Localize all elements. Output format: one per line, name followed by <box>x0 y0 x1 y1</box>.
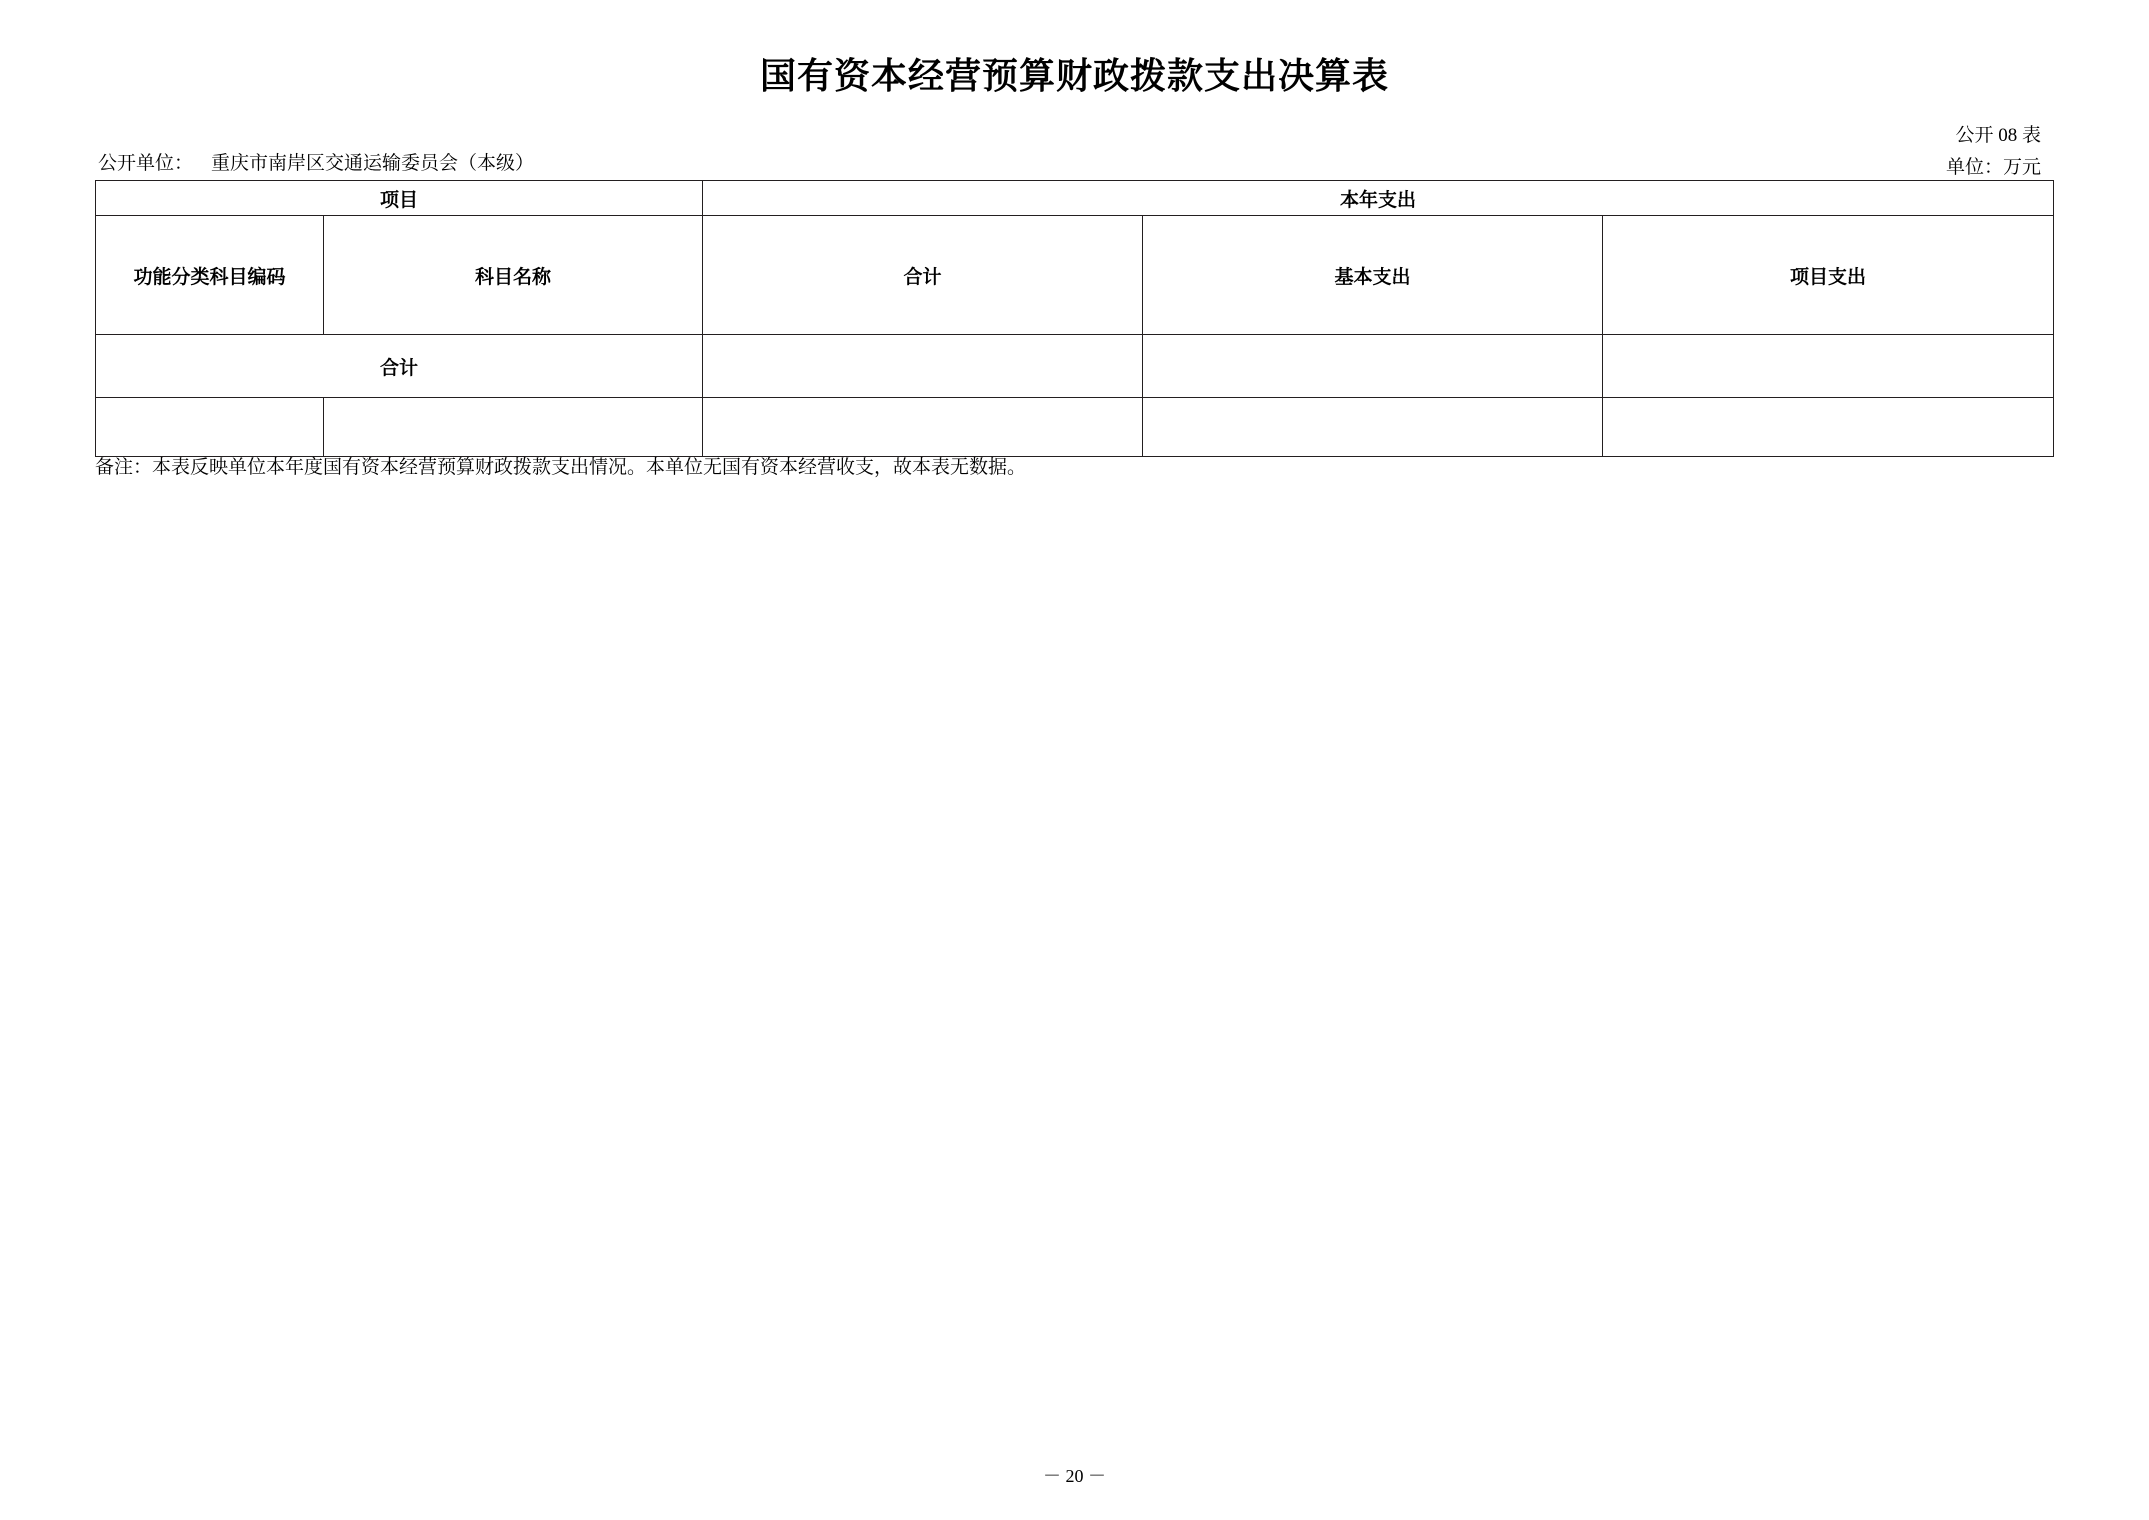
row-empty-project <box>1603 398 2054 457</box>
table-row <box>96 398 2054 457</box>
table-row <box>96 335 2054 398</box>
group-header-item: 项目 <box>96 181 703 216</box>
group-header-current-year: 本年支出 <box>703 181 2054 216</box>
budget-expenditure-table <box>95 180 2054 457</box>
row-total-value-basic <box>1143 335 1603 398</box>
publisher-line <box>98 148 534 175</box>
column-header-basic-expenditure: 基本支出 <box>1143 216 1603 335</box>
row-total-value-project <box>1603 335 2054 398</box>
row-empty-total <box>703 398 1143 457</box>
table-note: 备注：本表反映单位本年度国有资本经营预算财政拨款支出情况。本单位无国有资本经营收支，故本表无数据。 <box>95 457 1027 478</box>
row-empty-name <box>324 398 703 457</box>
row-empty-code <box>96 398 324 457</box>
form-number: 公开 08 表 <box>1955 125 2041 146</box>
column-header-total: 合计 <box>703 216 1143 335</box>
column-header-subject-name: 科目名称 <box>324 216 703 335</box>
row-total-label: 合计 <box>96 335 703 398</box>
page-number: － 20 － <box>1043 1466 1106 1486</box>
publisher-name: 重庆市南岸区交通运输委员会（本级） <box>211 153 535 174</box>
page-title: 国有资本经营预算财政拨款支出决算表 <box>759 56 1389 96</box>
publisher-label: 公开单位： <box>98 153 194 174</box>
table-header-row <box>96 216 2054 335</box>
unit-of-measure: 单位：万元 <box>1945 157 2041 178</box>
column-header-function-code: 功能分类科目编码 <box>96 216 324 335</box>
row-total-value-total <box>703 335 1143 398</box>
table-header-group-row <box>96 181 2054 216</box>
column-header-project-expenditure: 项目支出 <box>1603 216 2054 335</box>
row-empty-basic <box>1143 398 1603 457</box>
